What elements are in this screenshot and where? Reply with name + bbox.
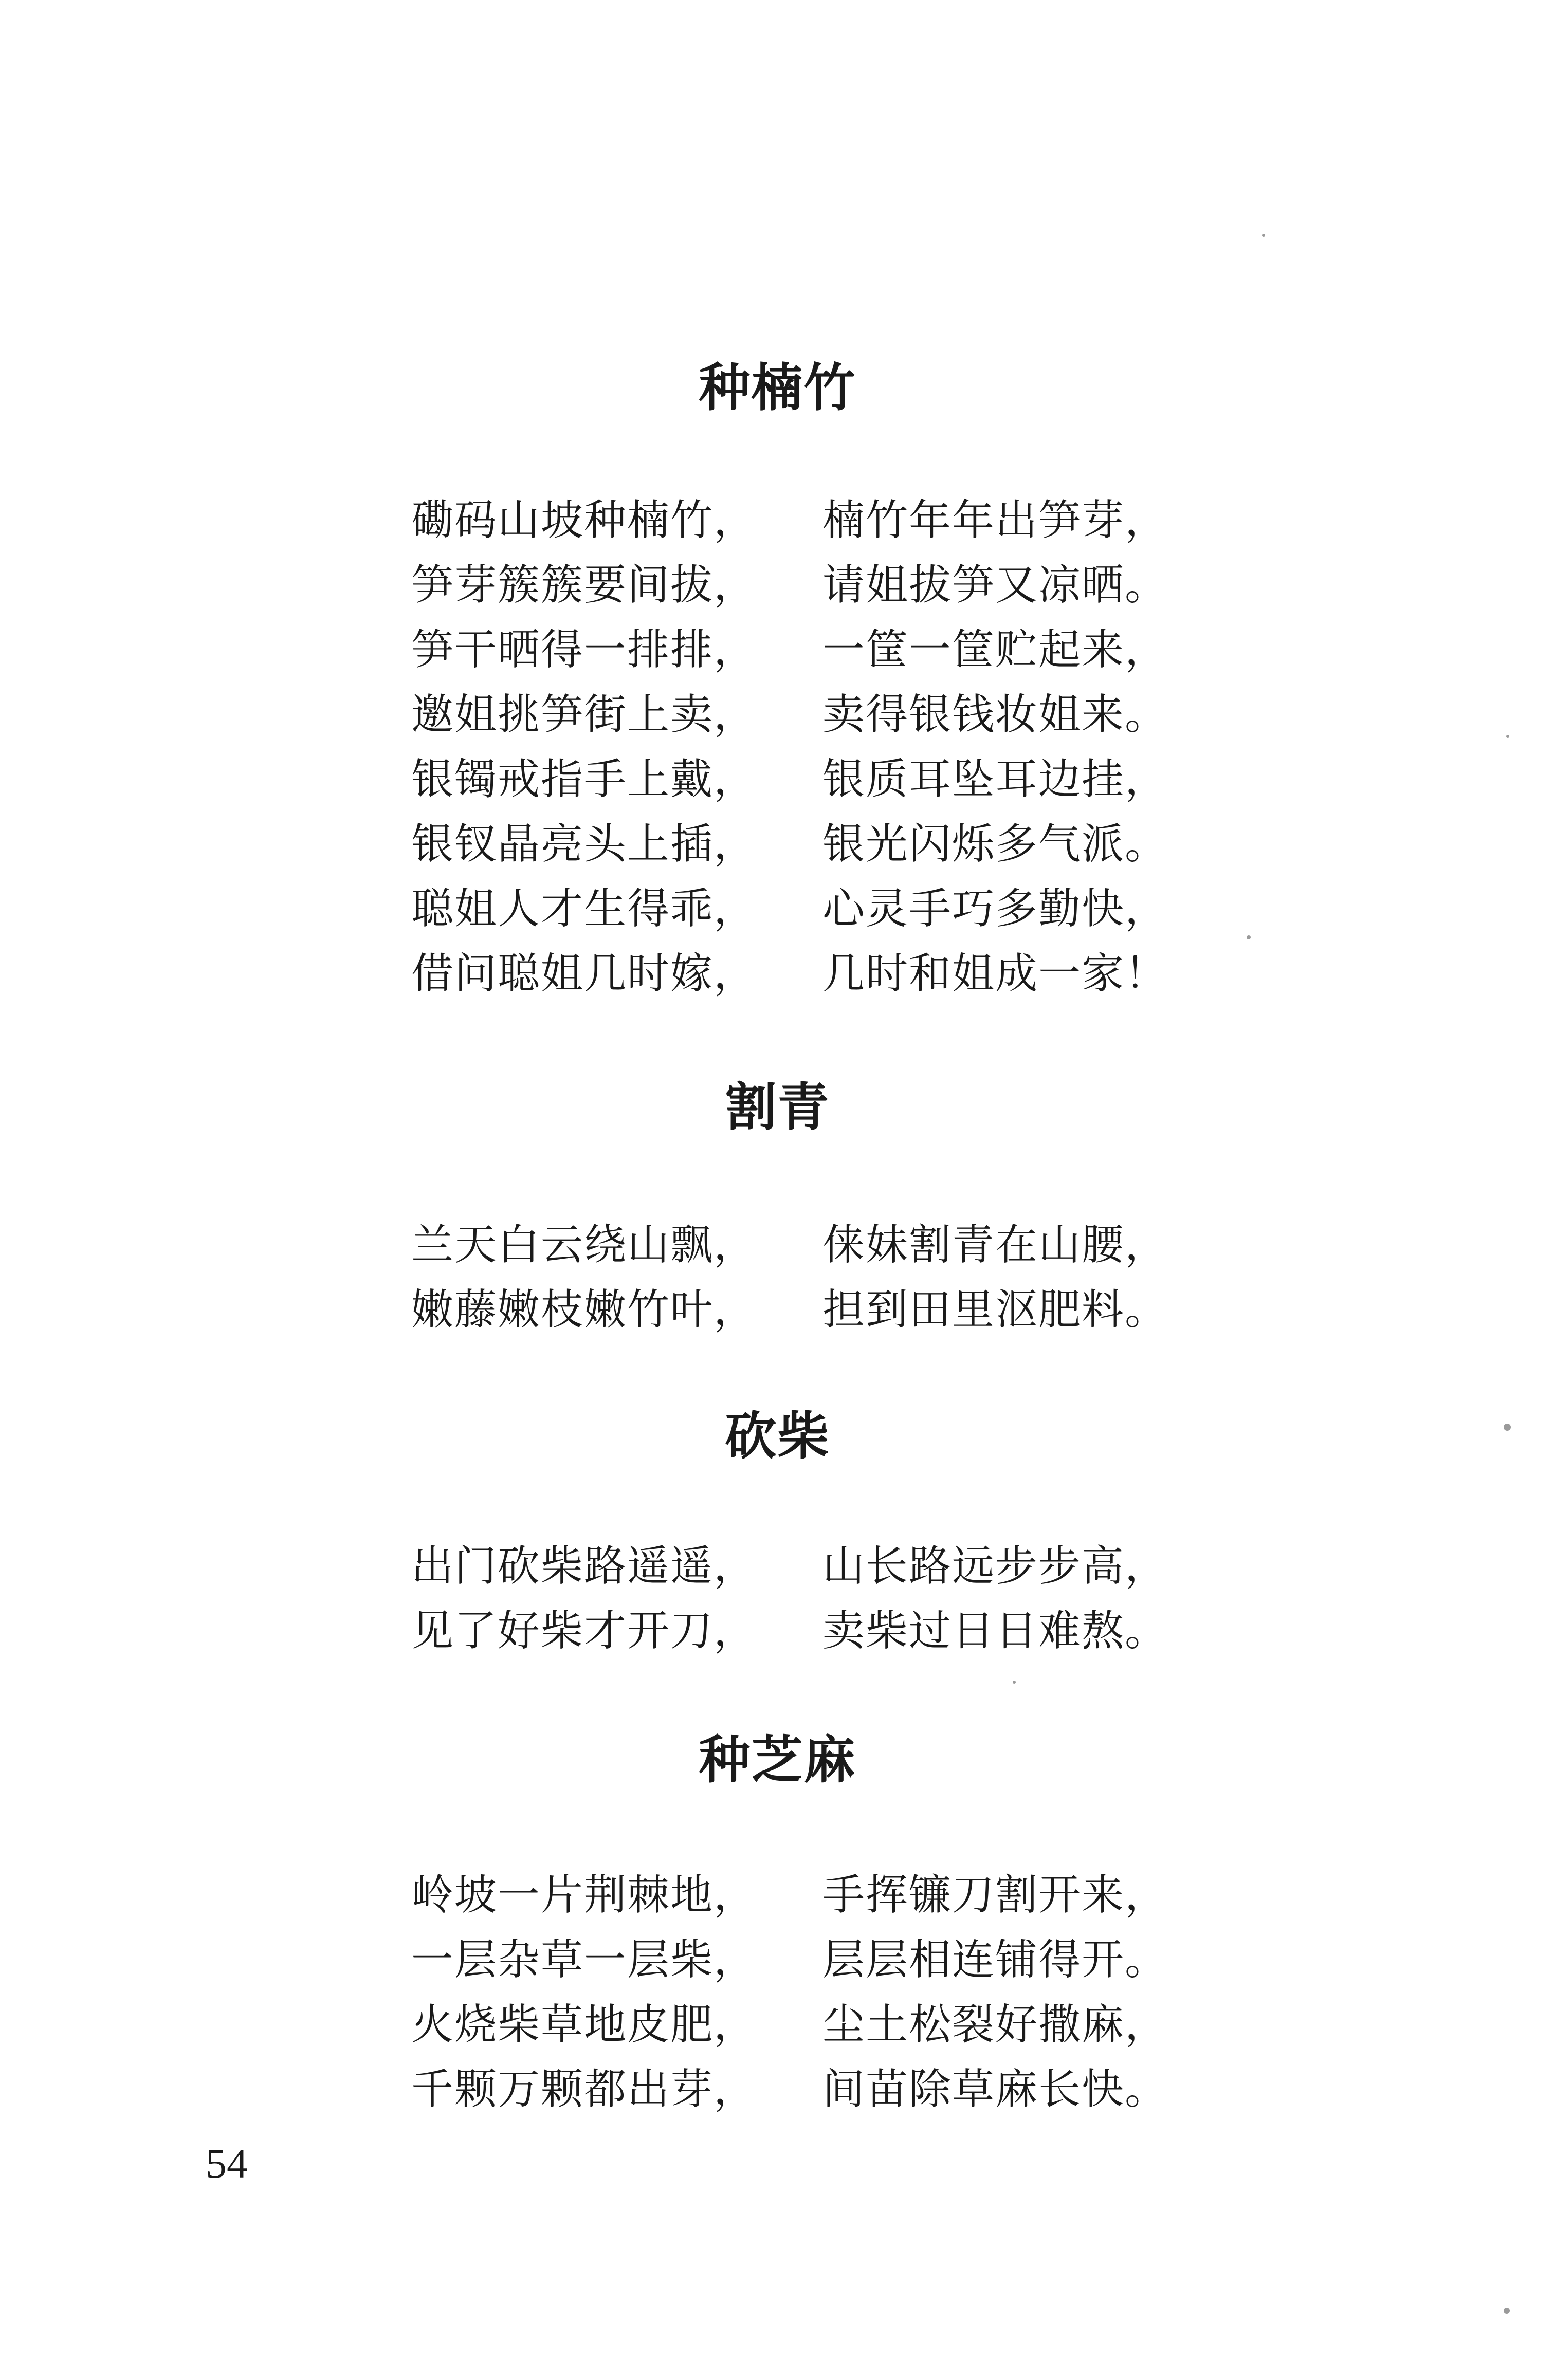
verse-line [0, 1863, 1555, 1928]
scan-speck [1247, 935, 1251, 939]
verse-line [0, 1928, 1555, 1992]
verse-first-half: 千颗万颗都出芽， [411, 2065, 757, 2114]
verse-second-half: 山长路远步步高， [822, 1542, 1168, 1591]
verse-second-half: 卖柴过日日难熬。 [822, 1607, 1168, 1655]
poem-body [0, 488, 1555, 1006]
scan-speck [1506, 735, 1509, 738]
verse-second-half: 间苗除草麻长快。 [822, 2065, 1168, 2114]
poem-body [0, 1213, 1555, 1342]
verse-first-half: 一层杂草一层柴， [411, 1935, 757, 1984]
scan-speck [1504, 2308, 1510, 2314]
verse-line [0, 942, 1555, 1006]
verse-line [0, 618, 1555, 682]
verse-second-half: 心灵手巧多勤快， [822, 884, 1168, 933]
verse-first-half: 银镯戒指手上戴， [411, 755, 757, 804]
verse-first-half: 兰天白云绕山飘， [411, 1221, 757, 1269]
verse-first-half: 出门砍柴路遥遥， [411, 1542, 757, 1591]
verse-first-half: 火烧柴草地皮肥， [411, 2000, 757, 2049]
verse-line [0, 1213, 1555, 1278]
verse-line [0, 682, 1555, 747]
verse-second-half: 俫妹割青在山腰， [822, 1221, 1168, 1269]
verse-first-half: 嫩藤嫩枝嫩竹叶， [411, 1285, 757, 1334]
verse-second-half: 银质耳坠耳边挂， [822, 755, 1168, 804]
verse-line [0, 877, 1555, 942]
verse-first-half: 笋芽簇簇要间拔， [411, 561, 757, 610]
verse-line [0, 2057, 1555, 2122]
verse-first-half: 见了好柴才开刀， [411, 1607, 757, 1655]
verse-first-half: 银钗晶亮头上插， [411, 820, 757, 869]
verse-second-half: 卖得银钱妆姐来。 [822, 690, 1168, 739]
verse-line [0, 1534, 1555, 1599]
poem-title: 砍柴 [725, 1406, 830, 1466]
verse-second-half: 层层相连铺得开。 [822, 1935, 1168, 1984]
verse-first-half: 笋干晒得一排排， [411, 625, 757, 674]
scan-speck [1262, 234, 1265, 237]
poem-title: 割青 [725, 1077, 830, 1137]
verse-line [0, 812, 1555, 877]
verse-first-half: 邀姐挑笋街上卖， [411, 690, 757, 739]
verse-line [0, 553, 1555, 618]
verse-second-half: 担到田里沤肥料。 [822, 1285, 1168, 1334]
verse-second-half: 几时和姐成一家！ [822, 949, 1168, 998]
verse-line [0, 1599, 1555, 1664]
poem-body [0, 1534, 1555, 1664]
verse-second-half: 银光闪烁多气派。 [822, 820, 1168, 869]
verse-line [0, 1992, 1555, 2057]
poem-title: 种楠竹 [699, 358, 856, 418]
verse-first-half: 聪姐人才生得乖， [411, 884, 757, 933]
verse-second-half: 手挥镰刀割开来， [822, 1871, 1168, 1920]
verse-first-half: 借问聪姐几时嫁， [411, 949, 757, 998]
scan-speck [1504, 1424, 1511, 1431]
verse-second-half: 楠竹年年出笋芽， [822, 496, 1168, 545]
scan-speck [1013, 1681, 1016, 1684]
verse-first-half: 岭坡一片荆棘地， [411, 1871, 757, 1920]
verse-second-half: 请姐拔笋又凉晒。 [822, 561, 1168, 610]
page-number: 54 [206, 2140, 248, 2187]
verse-first-half: 磡码山坡种楠竹， [411, 496, 757, 545]
verse-second-half: 一筐一筐贮起来， [822, 625, 1168, 674]
poem-title: 种芝麻 [699, 1730, 856, 1790]
verse-line [0, 488, 1555, 553]
verse-line [0, 747, 1555, 812]
verse-second-half: 尘土松裂好撒麻， [822, 2000, 1168, 2049]
verse-line [0, 1278, 1555, 1342]
poem-body [0, 1863, 1555, 2122]
